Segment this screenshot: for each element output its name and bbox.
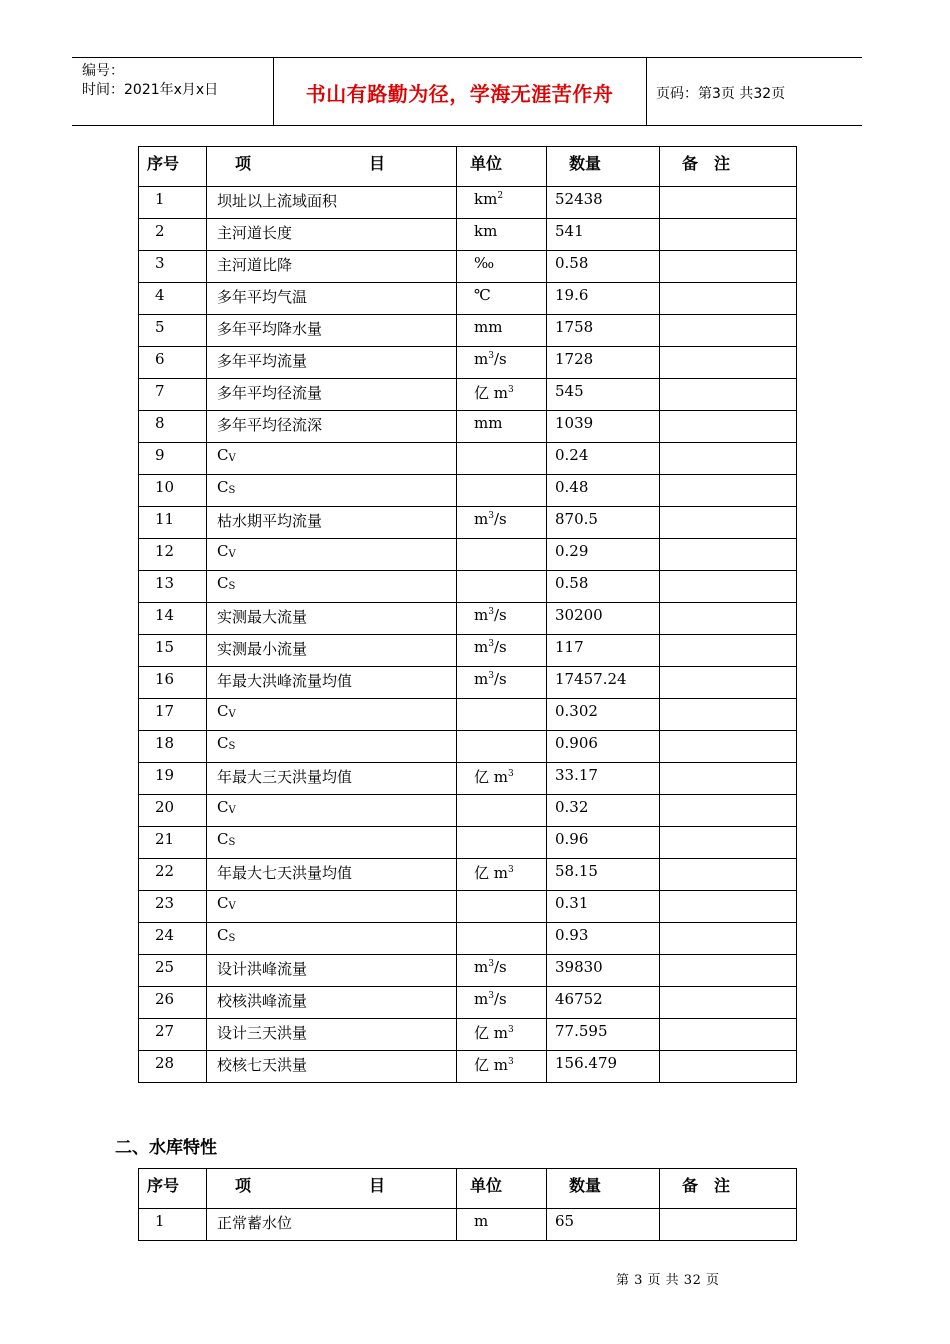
cell-note [660,1051,797,1083]
table-header-row [139,1169,797,1209]
cell-unit [457,827,547,859]
table-header-row [139,147,797,187]
cell-item: $C_S$ [207,475,457,507]
cell-item: $C_S$ [207,731,457,763]
cell-quantity: 0.58 [547,571,660,603]
table-row [139,379,797,411]
cell-quantity: 541 [547,219,660,251]
cell-unit: 亿 $m^3$ [457,859,547,891]
cell-note [660,699,797,731]
cell-quantity: 0.93 [547,923,660,955]
cell-no: 7 [139,379,207,411]
cell-quantity: 0.48 [547,475,660,507]
cell-item: 多年平均径流深 [207,411,457,443]
cell-note [660,955,797,987]
cell-unit: $km^2$ [457,187,547,219]
cell-quantity: 17457.24 [547,667,660,699]
cell-unit [457,795,547,827]
col-header-quantity: 数量 [547,147,660,187]
cell-item: 年最大洪峰流量均值 [207,667,457,699]
hydrology-table [138,146,797,1083]
table-row [139,507,797,539]
cell-unit: m [457,1209,547,1241]
cell-item: 校核洪峰流量 [207,987,457,1019]
cell-quantity: 52438 [547,187,660,219]
cell-unit: ℃ [457,283,547,315]
cell-note [660,219,797,251]
cell-no: 17 [139,699,207,731]
cell-note [660,411,797,443]
cell-quantity: 30200 [547,603,660,635]
cell-item: 设计三天洪量 [207,1019,457,1051]
cell-item: 多年平均气温 [207,283,457,315]
cell-no: 15 [139,635,207,667]
cell-note [660,923,797,955]
cell-item: $C_S$ [207,571,457,603]
section-title-reservoir: 二、水库特性 [115,1138,217,1158]
cell-note [660,507,797,539]
cell-no: 1 [139,187,207,219]
cell-unit: $m^3/s$ [457,603,547,635]
header-page-number: 页码：第3页 共32页 [656,86,786,102]
cell-note [660,667,797,699]
cell-quantity: 156.479 [547,1051,660,1083]
cell-unit [457,923,547,955]
table-row [139,411,797,443]
table-row [139,251,797,283]
cell-item: 多年平均降水量 [207,315,457,347]
cell-item: $C_V$ [207,699,457,731]
cell-unit [457,699,547,731]
table-row [139,539,797,571]
cell-note [660,987,797,1019]
cell-item: $C_S$ [207,827,457,859]
cell-no: 5 [139,315,207,347]
cell-item: $C_V$ [207,443,457,475]
cell-unit: 亿 $m^3$ [457,763,547,795]
document-number-label: 编号： [82,63,124,79]
col-header-note: 备 注 [660,147,797,187]
cell-quantity: 46752 [547,987,660,1019]
cell-quantity: 77.595 [547,1019,660,1051]
cell-item: 枯水期平均流量 [207,507,457,539]
cell-note [660,859,797,891]
cell-quantity: 0.906 [547,731,660,763]
col-header-unit: 单位 [457,1169,547,1209]
cell-note [660,315,797,347]
cell-unit [457,475,547,507]
cell-no: 10 [139,475,207,507]
table-row [139,315,797,347]
cell-note [660,603,797,635]
cell-note [660,539,797,571]
table-row [139,667,797,699]
table-row [139,795,797,827]
table-row [139,283,797,315]
cell-note [660,1209,797,1241]
table-row [139,1051,797,1083]
cell-item: 正常蓄水位 [207,1209,457,1241]
cell-unit [457,539,547,571]
cell-unit: mm [457,315,547,347]
cell-no: 23 [139,891,207,923]
cell-no: 19 [139,763,207,795]
cell-quantity: 0.29 [547,539,660,571]
cell-quantity: 1039 [547,411,660,443]
cell-no: 14 [139,603,207,635]
cell-note [660,379,797,411]
col-header-item: 项 目 [207,1169,457,1209]
cell-quantity: 1728 [547,347,660,379]
table-row [139,635,797,667]
header-top-rule [72,57,862,58]
cell-note [660,443,797,475]
table-row [139,603,797,635]
col-header-no: 序号 [139,147,207,187]
cell-unit: 亿 $m^3$ [457,1051,547,1083]
cell-quantity: 0.31 [547,891,660,923]
header-motto: 书山有路勤为径，学海无涯苦作舟 [305,82,614,106]
cell-unit: mm [457,411,547,443]
cell-note [660,731,797,763]
cell-no: 28 [139,1051,207,1083]
cell-no: 20 [139,795,207,827]
col-header-quantity: 数量 [547,1169,660,1209]
cell-unit: 亿 $m^3$ [457,379,547,411]
table-row [139,1209,797,1241]
cell-unit: $m^3/s$ [457,507,547,539]
header-divider [646,57,647,125]
cell-no: 22 [139,859,207,891]
table-row [139,219,797,251]
cell-quantity: 1758 [547,315,660,347]
cell-item: 坝址以上流域面积 [207,187,457,219]
cell-no: 3 [139,251,207,283]
cell-item: 多年平均径流量 [207,379,457,411]
cell-note [660,571,797,603]
cell-item: 主河道比降 [207,251,457,283]
page-footer: 第 3 页 共 32 页 [616,1273,720,1288]
cell-note [660,475,797,507]
cell-unit: km [457,219,547,251]
cell-item: $C_S$ [207,923,457,955]
cell-quantity: 0.96 [547,827,660,859]
table-row [139,187,797,219]
col-header-no: 序号 [139,1169,207,1209]
cell-no: 9 [139,443,207,475]
cell-no: 18 [139,731,207,763]
cell-item: 年最大七天洪量均值 [207,859,457,891]
document-time-label: 时间：2021年x月x日 [82,82,219,98]
table-row [139,955,797,987]
table-row [139,1019,797,1051]
cell-quantity: 0.32 [547,795,660,827]
cell-item: 设计洪峰流量 [207,955,457,987]
col-header-note: 备 注 [660,1169,797,1209]
cell-item: 实测最大流量 [207,603,457,635]
cell-no: 24 [139,923,207,955]
cell-unit: $m^3/s$ [457,987,547,1019]
table-row [139,731,797,763]
cell-note [660,187,797,219]
cell-note [660,283,797,315]
cell-quantity: 117 [547,635,660,667]
table-row [139,859,797,891]
cell-unit: $m^3/s$ [457,347,547,379]
cell-note [660,827,797,859]
cell-note [660,795,797,827]
cell-note [660,891,797,923]
cell-no: 26 [139,987,207,1019]
cell-no: 6 [139,347,207,379]
cell-unit [457,571,547,603]
cell-no: 27 [139,1019,207,1051]
cell-unit: ‰ [457,251,547,283]
table-row [139,347,797,379]
cell-note [660,763,797,795]
cell-quantity: 0.58 [547,251,660,283]
cell-item: 主河道长度 [207,219,457,251]
cell-unit: 亿 $m^3$ [457,1019,547,1051]
cell-no: 11 [139,507,207,539]
cell-item: 校核七天洪量 [207,1051,457,1083]
cell-no: 16 [139,667,207,699]
col-header-item: 项 目 [207,147,457,187]
cell-no: 13 [139,571,207,603]
cell-unit: $m^3/s$ [457,955,547,987]
table-row [139,443,797,475]
cell-quantity: 870.5 [547,507,660,539]
table-row [139,827,797,859]
cell-quantity: 33.17 [547,763,660,795]
cell-quantity: 58.15 [547,859,660,891]
table-row [139,891,797,923]
cell-unit [457,443,547,475]
cell-note [660,347,797,379]
table-row [139,571,797,603]
cell-no: 8 [139,411,207,443]
cell-item: 多年平均流量 [207,347,457,379]
cell-no: 12 [139,539,207,571]
cell-unit: $m^3/s$ [457,667,547,699]
cell-quantity: 19.6 [547,283,660,315]
cell-note [660,635,797,667]
cell-quantity: 65 [547,1209,660,1241]
cell-note [660,1019,797,1051]
table-row [139,475,797,507]
cell-no: 2 [139,219,207,251]
cell-item: 实测最小流量 [207,635,457,667]
cell-unit [457,891,547,923]
header-bottom-rule [72,125,862,126]
cell-no: 25 [139,955,207,987]
reservoir-table [138,1168,797,1241]
col-header-unit: 单位 [457,147,547,187]
cell-quantity: 0.302 [547,699,660,731]
cell-item: $C_V$ [207,539,457,571]
table-row [139,987,797,1019]
cell-item: 年最大三天洪量均值 [207,763,457,795]
cell-quantity: 545 [547,379,660,411]
header-meta [82,62,218,100]
table-row [139,699,797,731]
cell-note [660,251,797,283]
cell-item: $C_V$ [207,891,457,923]
table-row [139,763,797,795]
cell-quantity: 0.24 [547,443,660,475]
cell-no: 4 [139,283,207,315]
table-row [139,923,797,955]
cell-quantity: 39830 [547,955,660,987]
cell-item: $C_V$ [207,795,457,827]
cell-no: 1 [139,1209,207,1241]
cell-unit [457,731,547,763]
cell-no: 21 [139,827,207,859]
cell-unit: $m^3/s$ [457,635,547,667]
